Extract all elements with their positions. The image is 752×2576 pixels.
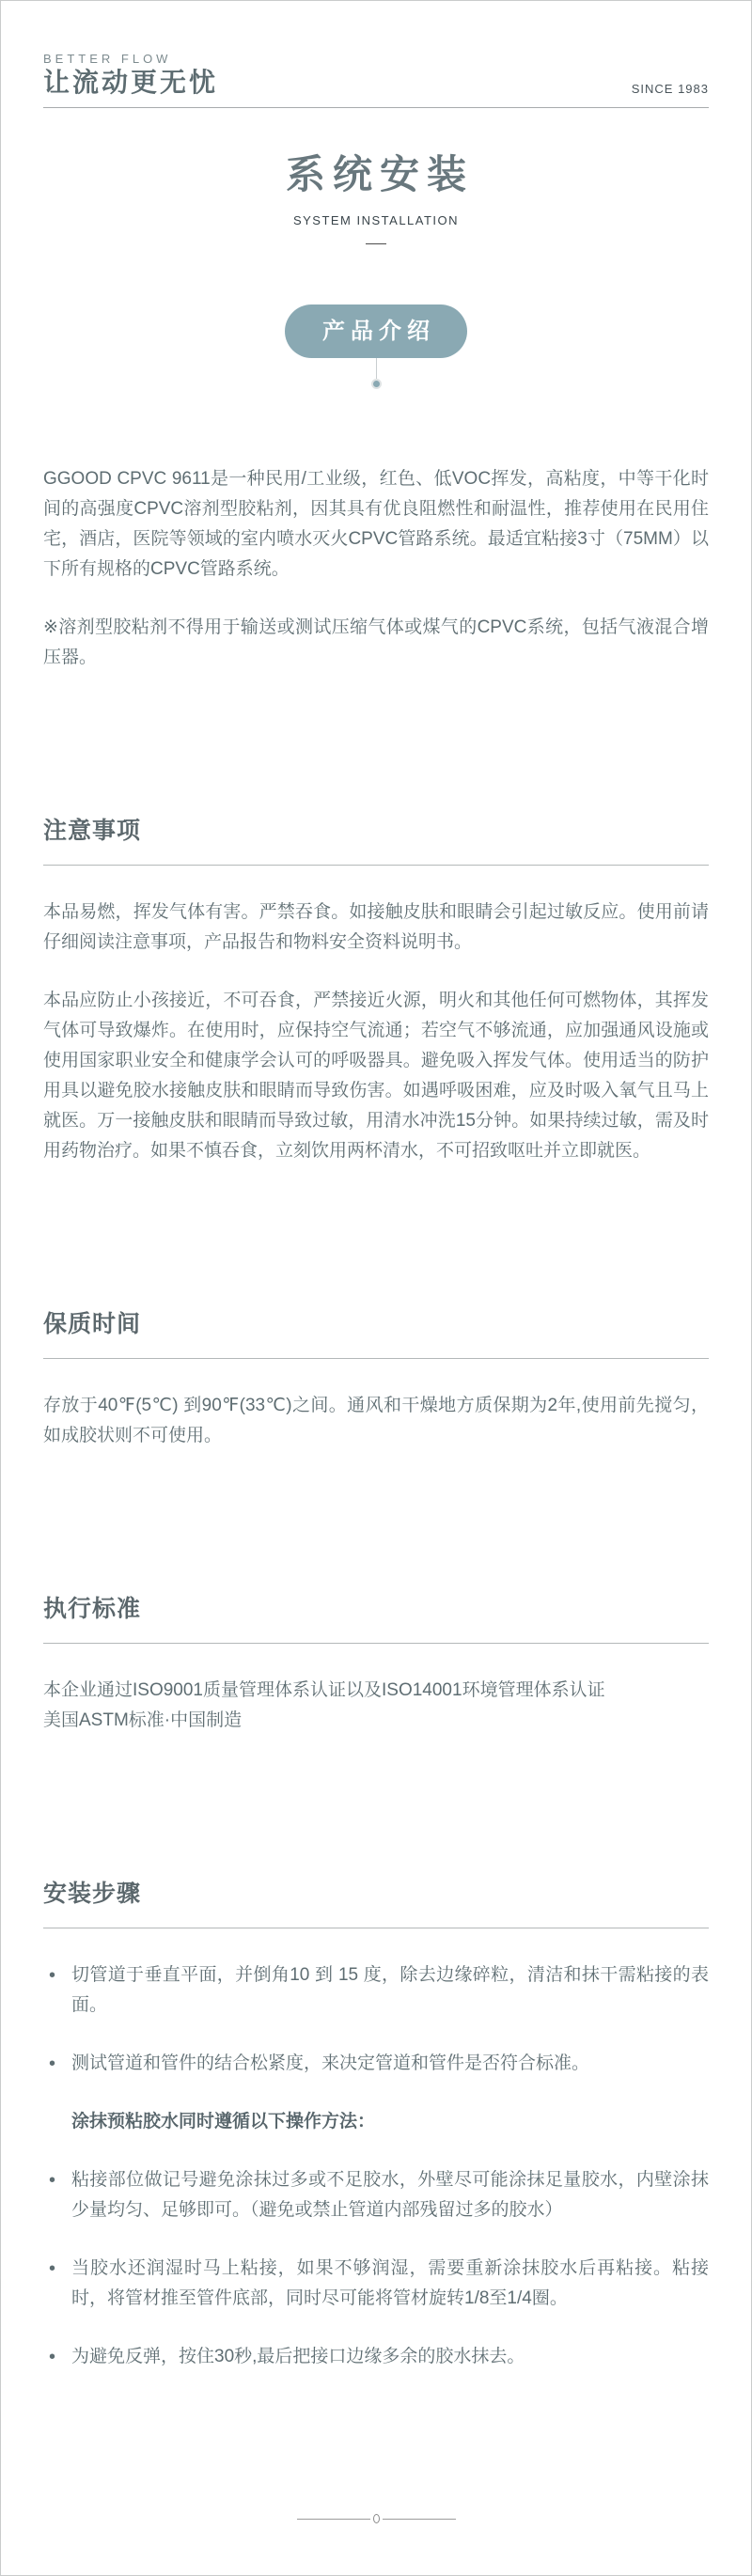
paragraph: 本品易燃，挥发气体有害。严禁吞食。如接触皮肤和眼睛会引起过敏反应。使用前请仔细阅读注意事项，产品报告和物料安全资料说明书。: [43, 901, 709, 952]
since-label: SINCE 1983: [631, 81, 709, 96]
install-step: • 粘接部位做记号避免涂抹过多或不足胶水，外壁尽可能涂抹足量胶水，内壁涂抹少量均匀、足够即可。（避免或禁止管道内部残留过多的胶水）: [43, 2165, 709, 2225]
install-step: • 测试管道和管件的结合松紧度，来决定管道和管件是否符合标准。: [43, 2049, 709, 2079]
brand-logo: 让流动更无忧: [43, 68, 219, 97]
install-step: • 为避免反弹，按住30秒,最后把接口边缘多余的胶水抹去。: [43, 2342, 709, 2372]
install-subheading: 涂抹预粘胶水同时遵循以下操作方法：: [71, 2111, 376, 2131]
title-block: [43, 144, 709, 244]
intro-text: [43, 464, 709, 673]
section-body: [43, 1676, 709, 1736]
connector-line: [376, 358, 377, 379]
section-heading: 安装步骤: [43, 1875, 709, 1928]
header-divider: [43, 107, 709, 108]
section-body: [43, 1391, 709, 1451]
section-heading: 注意事项: [43, 812, 709, 866]
intro-badge: 产品介绍: [285, 304, 467, 358]
standard-line: 美国ASTM标准·中国制造: [43, 1710, 243, 1730]
section-body: [43, 1960, 709, 2372]
standard-line: 本企业通过ISO9001质量管理体系认证以及ISO14001环境管理体系认证: [43, 1679, 605, 1700]
title-dash: [366, 243, 386, 244]
brand-tagline: BETTER FLOW: [43, 52, 172, 66]
section-install-steps: [43, 1875, 709, 2372]
paragraph: 存放于40℉(5℃) 到90℉(33℃)之间。通风和干燥地方质保期为2年,使用前先搅匀，如成胶状则不可使用。: [43, 1395, 709, 1445]
footer-line-right: [383, 2519, 456, 2520]
install-step: • 切管道于垂直平面，并倒角10 到 15 度，除去边缘碎粒，清洁和抹干需粘接的表面。: [43, 1960, 709, 2021]
section-heading: 执行标准: [43, 1590, 709, 1644]
section-shelf-life: [43, 1305, 709, 1451]
intro-badge-block: [43, 304, 709, 389]
section-standards: [43, 1590, 709, 1736]
paragraph: 本品应防止小孩接近，不可吞食，严禁接近火源，明火和其他任何可燃物体，其挥发气体可导致爆炸。在使用时，应保持空气流通；若空气不够流通，应加强通风设施或使用国家职业安全和健康学会认可的呼吸器具。避免吸入挥发气体。使用适当的防护用具以避免胶水接触皮肤和眼睛而导致伤害。如遇呼吸困难，应及时吸入氧气且马上就医。万一接触皮肤和眼睛而导致过敏，用清水冲洗15分钟。如果持续过敏，需及时用药物治疗。如果不慎吞食，立刻饮用两杯清水，不可招致呕吐并立即就医。: [43, 990, 709, 1161]
page-header: [43, 52, 709, 98]
intro-note: ※溶剂型胶粘剂不得用于输送或测试压缩气体或煤气的CPVC系统，包括气液混合增压器。: [43, 617, 709, 667]
page-subtitle: SYSTEM INSTALLATION: [292, 212, 460, 227]
footer-line-left: [297, 2519, 370, 2520]
section-precautions: [43, 812, 709, 1166]
page-title: 系统安装: [285, 151, 474, 196]
brand-block: [43, 52, 218, 98]
connector-dot: [371, 379, 382, 389]
footer-divider: [43, 2514, 709, 2523]
section-heading: 保质时间: [43, 1305, 709, 1359]
install-step: • 当胶水还润湿时马上粘接，如果不够润湿，需要重新涂抹胶水后再粘接。粘接时，将管材推至管件底部，同时尽可能将管材旋转1/8至1/4圈。: [43, 2254, 709, 2314]
footer-circle: [373, 2514, 380, 2523]
section-body: [43, 898, 709, 1166]
intro-paragraph: GGOOD CPVC 9611是一种民用/工业级，红色、低VOC挥发，高粘度，中等干化时间的高强度CPVC溶剂型胶粘剂，因其具有优良阻燃性和耐温性，推荐使用在民用住宅，酒店，医院等领域的室内喷水灭火CPVC管路系统。最适宜粘接3寸（75MM）以下所有规格的CPVC管路系统。: [43, 468, 709, 579]
